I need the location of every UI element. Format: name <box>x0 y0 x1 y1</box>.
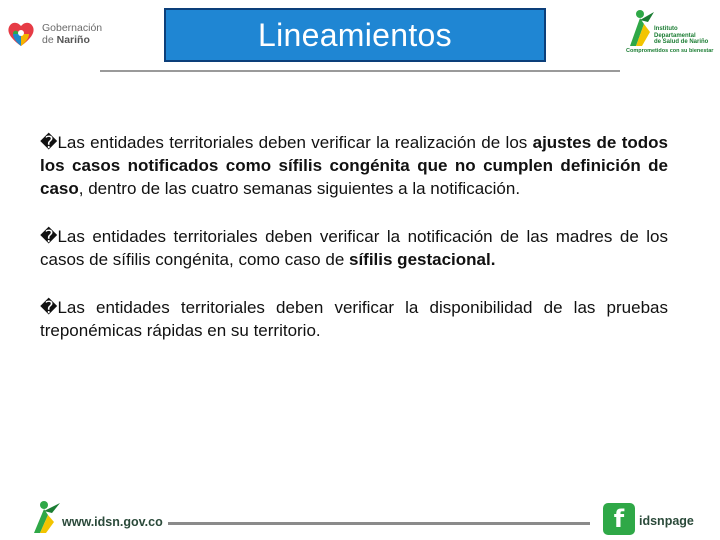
paragraph-pruebas <box>40 296 668 342</box>
paragraph-text: , dentro de las cuatro semanas siguientes a la notificación. <box>78 179 521 198</box>
idsn-line1: Instituto <box>654 26 678 32</box>
idsn-figure-icon <box>626 8 656 48</box>
content-area <box>40 131 668 367</box>
paragraph-ajustes <box>40 131 668 200</box>
paragraph-text: Las entidades territoriales deben verificar la realización de los <box>57 133 533 152</box>
page-title: Lineamientos <box>258 16 452 53</box>
idsn-logo <box>626 8 716 56</box>
title-banner <box>164 8 546 62</box>
logo-line1: Gobernación <box>42 22 103 34</box>
bullet-icon: � <box>40 298 58 317</box>
facebook-icon[interactable] <box>603 503 635 535</box>
idsn-line3: de Salud de Nariño <box>654 39 709 45</box>
paragraph-text: Las entidades territoriales deben verificar la disponibilidad de las pruebas treponémicas rápidas en su territorio. <box>40 298 668 340</box>
bullet-icon: � <box>40 133 58 152</box>
bullet-icon: � <box>40 227 58 246</box>
paragraph-bold-text: ajustes de todos los casos notificados como sífilis congénita que no cumplen definición de caso <box>40 133 668 198</box>
idsn-footer-logo-icon <box>30 500 64 534</box>
paragraph-text: Las entidades territoriales deben verificar la notificación de las madres de los casos de sífilis congénita, como caso de <box>40 227 668 269</box>
footer-divider <box>168 522 590 525</box>
gobernacion-logo-text <box>42 22 102 46</box>
paragraph-bold-text: sífilis gestacional. <box>349 250 496 269</box>
gobernacion-logo <box>6 14 116 54</box>
website-link[interactable]: www.idsn.gov.co <box>62 515 163 529</box>
header-divider <box>100 70 620 72</box>
idsn-name <box>654 26 708 46</box>
facebook-page-link[interactable]: idsnpage <box>639 514 694 528</box>
idsn-line2: Departamental <box>654 32 696 39</box>
paragraph-madres <box>40 225 668 271</box>
idsn-slogan: Comprometidos con su bienestar <box>626 48 714 54</box>
logo-line2-bold: Nariño <box>56 34 90 46</box>
heart-logo-icon <box>6 19 36 49</box>
facebook-letter: f <box>613 505 625 533</box>
logo-line2-prefix: de <box>42 34 57 46</box>
